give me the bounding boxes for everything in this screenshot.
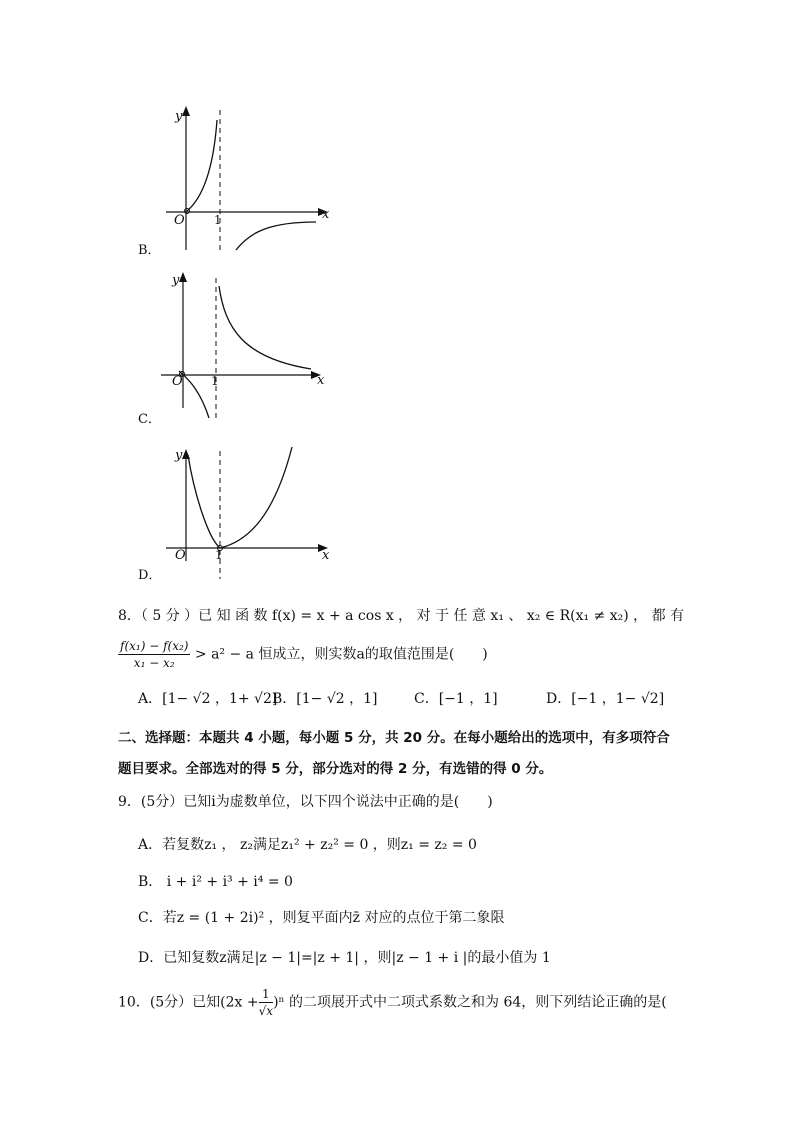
q8-frac-num: f(x₁) − f(x₂) [120, 639, 189, 653]
y-label: y [172, 273, 180, 288]
q8-stem-line1: 8．（ 5 分 ）已 知 函 数 f(x) = x + a cos x ， 对 于 任 意 x₁ 、 x₂ ∈ R(x₁ ≠ x₂) ， 都 有 [118, 608, 685, 624]
q10-fraction [259, 986, 273, 1019]
q8-option-a: A．[1− √2 ，1+ √2] [138, 691, 278, 707]
option-b-label: B． [138, 243, 161, 258]
y-arrow [182, 106, 190, 116]
x-label: x [317, 373, 325, 388]
origin-label: O [172, 374, 183, 389]
tick-1: 1 [214, 213, 222, 227]
q8-fraction [118, 638, 190, 671]
curve [188, 447, 292, 548]
option-c-label: C． [138, 412, 161, 427]
q9-option-a: A．若复数z₁ ， z₂满足z₁² + z₂² = 0 ，则z₁ = z₂ = 0 [138, 837, 477, 853]
q9-option-c: C．若z = (1 + 2i)² ，则复平面内z̄ 对应的点位于第二象限 [138, 910, 505, 926]
q10-frac-den: √x [258, 1004, 274, 1018]
q9-option-b: B． i + i² + i³ + i⁴ = 0 [138, 874, 293, 890]
q9-stem: 9．(5分）已知i为虚数单位，以下四个说法中正确的是( ) [118, 794, 493, 810]
q9-option-d: D．已知复数z满足|z − 1|=|z + 1| ，则|z − 1 + i |的最小值为 1 [138, 950, 551, 966]
curve-left [187, 120, 217, 211]
graph-d [150, 443, 350, 583]
graph-b [150, 100, 350, 260]
origin-label: O [174, 213, 185, 228]
option-d-label: D． [138, 568, 162, 583]
graph-c [145, 268, 345, 428]
q8-option-c: C．[−1 ，1] [414, 691, 498, 707]
q8-option-d: D．[−1 ，1− √2] [546, 691, 665, 707]
y-label: y [175, 448, 183, 463]
y-label: y [175, 109, 183, 124]
q10-frac-num: 1 [259, 986, 273, 1003]
section2-line2: 题目要求。全部选对的得 5 分，部分选对的得 2 分，有选错的得 0 分。 [118, 761, 553, 777]
q10-stem [118, 986, 667, 1019]
x-label: x [322, 207, 330, 222]
tick-1: 1 [215, 548, 223, 562]
q10-prefix: 10．(5分）已知(2x + [118, 994, 259, 1011]
curve-right [219, 286, 311, 369]
q8-option-b: B．[1− √2 ，1] [272, 691, 378, 707]
q8-condition: > a² − a 恒成立，则实数a的取值范围是( ) [194, 646, 488, 663]
q8-frac-den: x₁ − x₂ [133, 656, 175, 670]
q10-suffix: )ⁿ 的二项展开式中二项式系数之和为 64，则下列结论正确的是( [273, 994, 667, 1011]
q8-stem-line2 [118, 638, 488, 671]
curve-right [236, 222, 316, 250]
origin-label: O [175, 548, 186, 563]
x-label: x [322, 548, 330, 563]
y-arrow [179, 272, 187, 282]
section2-line1: 二、选择题：本题共 4 小题，每小题 5 分，共 20 分。在每小题给出的选项中，有多项符合 [118, 730, 670, 746]
tick-1: 1 [211, 374, 219, 388]
